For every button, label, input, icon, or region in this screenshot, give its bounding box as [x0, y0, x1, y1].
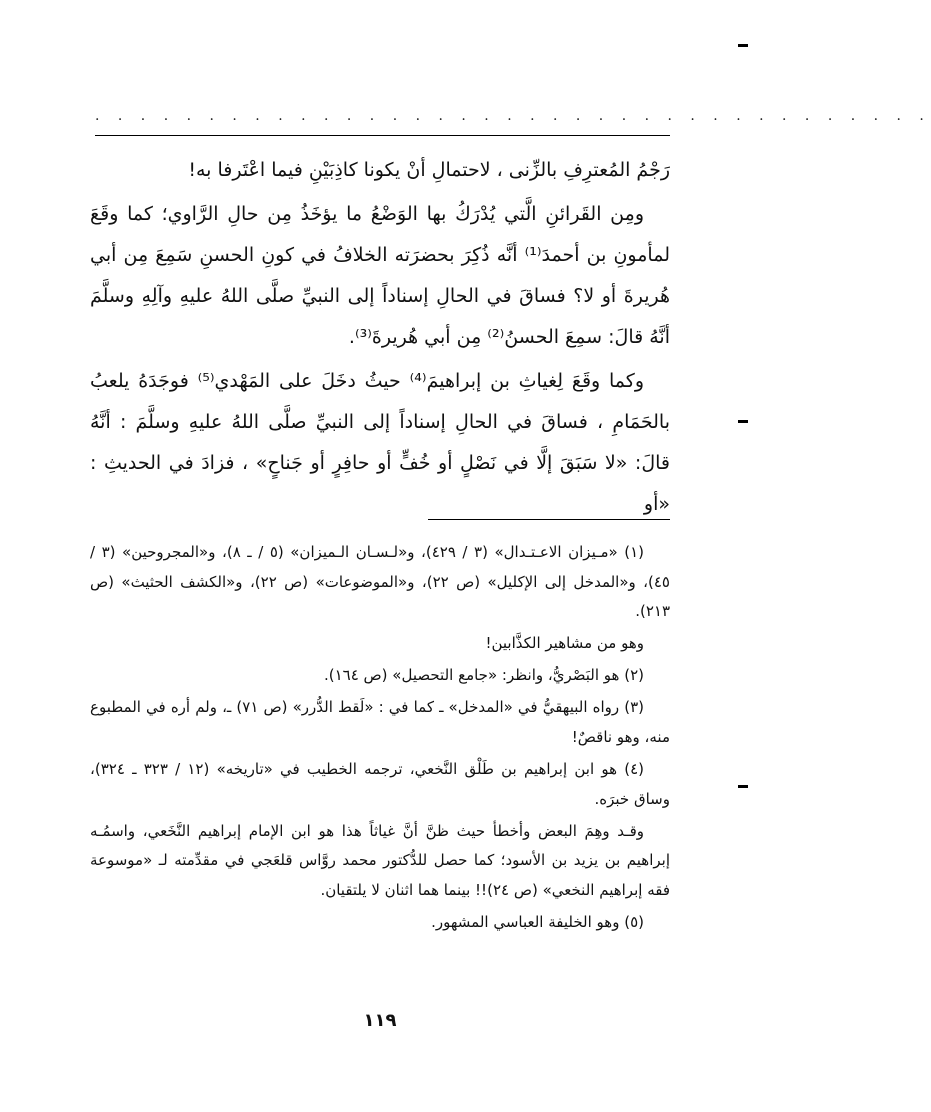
paragraph: وكما وقَعَ لِغياثِ بن إبراهيمَ⁽⁴⁾ حيثُ دخَلَ على المَهْدي⁽⁵⁾ فوجَدَهُ يلعبُ بالحَمَامِ ، فساقَ في الحالِ إسناداً إلى النبيِّ صلَّى اللهُ عليهِ وسلَّمَ : أنَّهُ قالَ: «لا سَبَقَ إلَّا في نَصْلٍ أو خُفٍّ أو حافِرٍ أو جَناحٍ» ، فزادَ في الحديثِ : «أو	[90, 370, 670, 515]
footnotes	[90, 538, 670, 938]
margin-mark	[738, 44, 748, 47]
header-dotted-rule: · · · · · · · · · · · · · · · · · · · · · · · · · · · · · · · · · · · · ·	[95, 112, 931, 128]
header-rule	[95, 135, 670, 136]
main-text	[90, 150, 670, 525]
margin-mark	[738, 785, 748, 788]
paragraph: ومِن القَرائنِ الَّتي يُدْرَكُ بها الوَضْعُ ما يؤخَذُ مِن حالِ الرَّاوي؛ كما وقَعَ لمأمونِ بن أحمدَ⁽¹⁾ أنَّه ذُكِرَ بحضرَته الخلافُ في كونِ الحسنِ سَمِعَ مِن أبي هُريرةَ أو لا؟ فساقَ في الحالِ إسناداً إلى النبيِّ صلَّى اللهُ عليهِ وآلِهِ وسلَّمَ أنَّهُ قالَ: سمِعَ الحسنُ⁽²⁾ مِن أبي هُريرةَ⁽³⁾.	[90, 203, 670, 348]
footnote: (١) «مـيزان الاعـتـدال» (٣ / ٤٢٩)، و«لـسـان الـميزان» (٥ / ـ ٨)، و«المجروحين» (٣ / ٤٥)، و«المدخل إلى الإكليل» (ص ٢٢)، و«الموضوعات» (ص ٢٢)، و«الكشف الحثيث» (ص ٢١٣).	[90, 543, 670, 621]
footnote: (٥) وهو الخليفة العباسي المشهور.	[431, 913, 644, 932]
footnote: (٢) هو البَصْريُّ، وانظر: «جامع التحصيل» (ص ١٦٤).	[323, 666, 644, 685]
footnote: (٣) رواه البيهقيُّ في «المدخل» ـ كما في : «لَقط الدُّرر» (ص ٧١) ـ، ولم أره في المطبوع منه، وهو ناقصٌ!	[90, 698, 670, 747]
page-number: ١١٩	[363, 1010, 397, 1031]
footnote: وقـد وهِمَ البعض وأخطأ حيث ظنَّ أنَّ غياثاً هذا هو ابن الإمام إبراهيم النَّخَعي، واسمُـه إبراهيم بن يزيد بن الأسود؛ كما حصل للدُّكتور محمد روَّاس قلعَجي في مقدِّمته لـ «موسوعة فقه إبراهيم النخعي» (ص ٢٤)!! بينما هما اثنان لا يلتقيان.	[90, 821, 670, 900]
footnote: (٤) هو ابن إبراهيم بن طَلْق النَّخعي، ترجمه الخطيب في «تاريخه» (١٢ / ٣٢٣ ـ ٣٢٤)، وساق خبرَه.	[90, 760, 670, 808]
paragraph: رَجْمُ المُعترِفِ بالزِّنى ، لاحتمالِ أنْ يكونا كاذِبَيْنِ فيما اعْتَرفا به!	[188, 159, 670, 181]
footnote: وهو من مشاهير الكذَّابين!	[485, 634, 644, 653]
footnote-separator	[428, 519, 670, 520]
margin-mark	[738, 420, 748, 423]
